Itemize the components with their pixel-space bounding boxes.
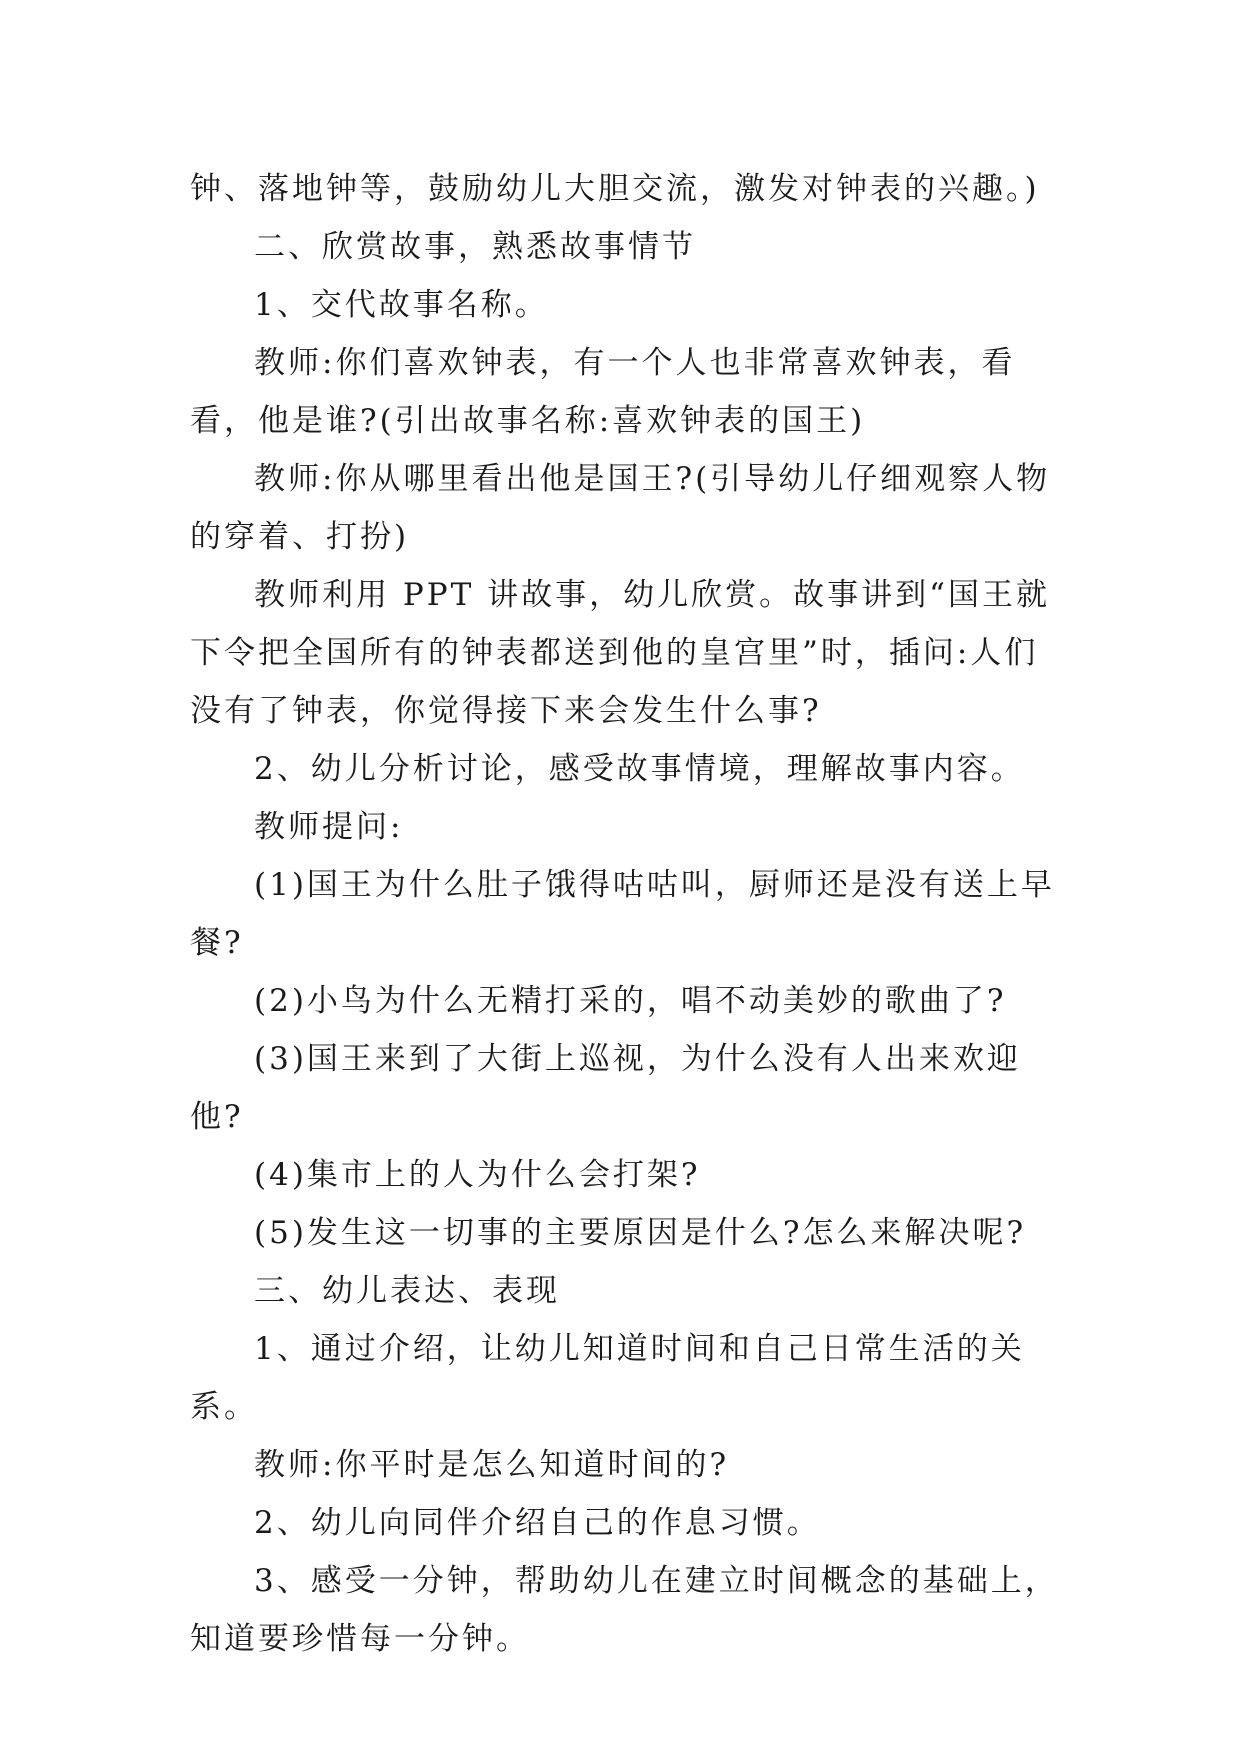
section-heading: 三、幼儿表达、表现 [254,1273,560,1309]
paragraph: 1、交代故事名称。 [254,287,549,323]
question-item: (2)小鸟为什么无精打采的，唱不动美妙的歌曲了? [254,983,1007,1019]
question-item: (3)国王来到了大街上巡视，为什么没有人出来欢迎他? [190,1041,1021,1135]
question-item: (4)集市上的人为什么会打架? [254,1157,701,1193]
paragraph: 教师利用 PPT 讲故事，幼儿欣赏。故事讲到“国王就下令把全国所有的钟表都送到他的皇宫里”时，插问:人们没有了钟表，你觉得接下来会发生什么事? [190,577,1050,729]
question-item: (1)国王为什么肚子饿得咕咕叫，厨师还是没有送上早餐? [190,867,1055,961]
paragraph: 钟、落地钟等，鼓励幼儿大胆交流，激发对钟表的兴趣。) [190,171,1040,207]
paragraph: 2、幼儿向同伴介绍自己的作息习惯。 [254,1505,821,1541]
paragraph: 3、感受一分钟，帮助幼儿在建立时间概念的基础上，知道要珍惜每一分钟。 [190,1563,1059,1657]
document-body [190,160,1060,1668]
section-heading: 二、欣赏故事，熟悉故事情节 [254,229,696,265]
question-item: (5)发生这一切事的主要原因是什么?怎么来解决呢? [254,1215,1027,1251]
paragraph: 1、通过介绍，让幼儿知道时间和自己日常生活的关系。 [190,1331,1025,1425]
paragraph: 教师:你从哪里看出他是国王?(引导幼儿仔细观察人物的穿着、打扮) [190,461,1051,555]
paragraph: 教师:你平时是怎么知道时间的? [254,1447,730,1483]
paragraph: 教师:你们喜欢钟表，有一个人也非常喜欢钟表，看看，他是谁?(引出故事名称:喜欢钟表的国王) [190,345,1016,439]
paragraph: 教师提问: [254,809,404,845]
paragraph: 2、幼儿分析讨论，感受故事情境，理解故事内容。 [254,751,1025,787]
